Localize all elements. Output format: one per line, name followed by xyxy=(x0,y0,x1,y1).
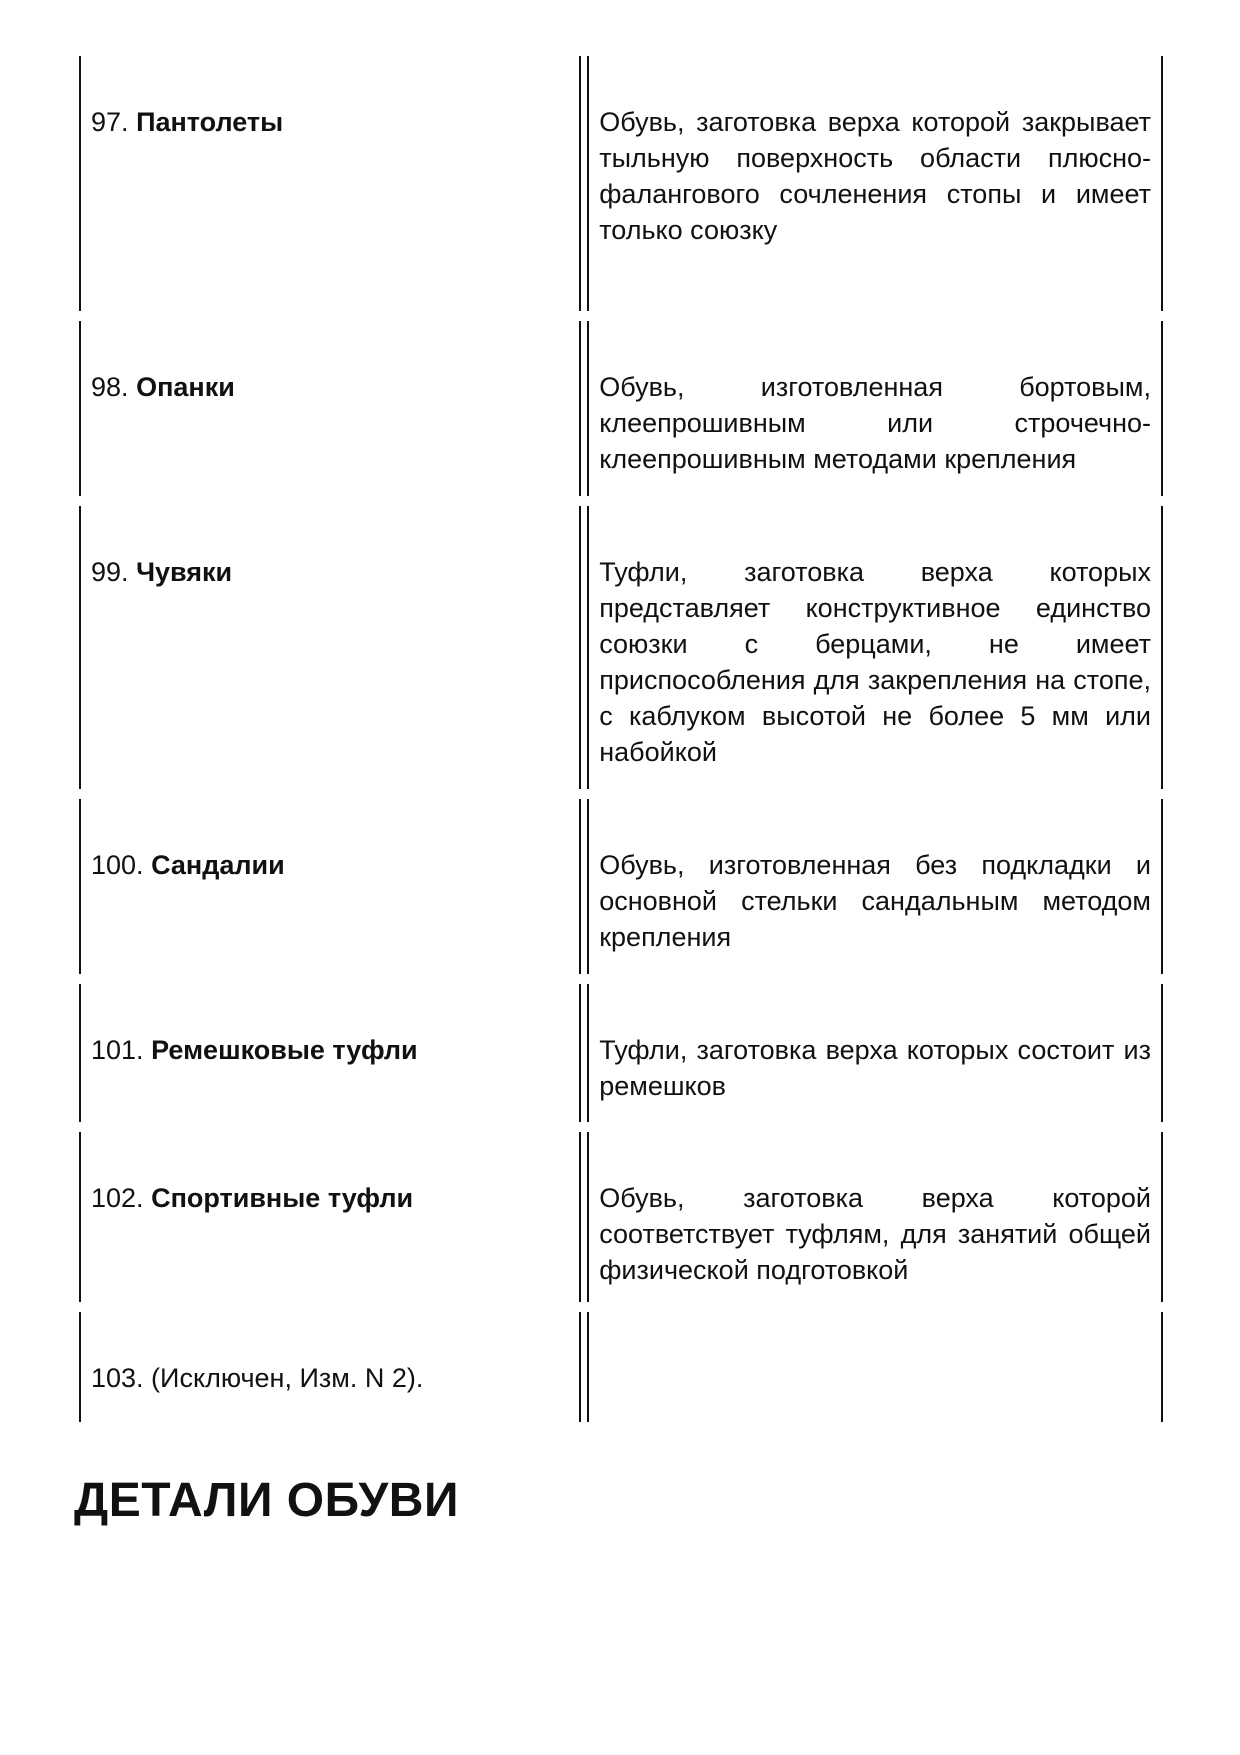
definition-cell: Обувь, изготовленная бортовым, клеепрошивным или строчечно-клеепрошивным методами крепления xyxy=(587,321,1163,496)
term-cell xyxy=(79,321,581,496)
term-number: 101. xyxy=(91,1035,144,1065)
definition-cell: Обувь, заготовка верха которой соответствует туфлям, для занятий общей физической подготовкой xyxy=(587,1132,1163,1302)
term-cell xyxy=(79,799,581,974)
term-name: Спортивные туфли xyxy=(151,1183,414,1213)
term-number: 97. xyxy=(91,107,129,137)
term-number: 99. xyxy=(91,557,129,587)
term-name: Пантолеты xyxy=(136,107,284,137)
term-name: Сандалии xyxy=(151,850,285,880)
table-row xyxy=(79,799,1163,974)
definition-cell: Обувь, изготовленная без подкладки и основной стельки сандальным методом крепления xyxy=(587,799,1163,974)
table-row xyxy=(79,984,1163,1122)
definition-cell xyxy=(587,1312,1163,1422)
term-name: Ремешковые туфли xyxy=(151,1035,418,1065)
table-row xyxy=(79,1132,1163,1302)
term-number: 102. xyxy=(91,1183,144,1213)
term-cell xyxy=(79,1312,581,1422)
definition-cell: Обувь, заготовка верха которой закрывает тыльную поверхность области плюсно-фалангового сочленения стопы и имеет только союзку xyxy=(587,56,1163,311)
term-cell xyxy=(79,984,581,1122)
table-row xyxy=(79,506,1163,789)
term-name: Чувяки xyxy=(136,557,233,587)
table-row xyxy=(79,1312,1163,1422)
term-cell xyxy=(79,56,581,311)
term-cell xyxy=(79,506,581,789)
term-name: Опанки xyxy=(136,372,235,402)
term-number: 98. xyxy=(91,372,129,402)
term-cell xyxy=(79,1132,581,1302)
table-row xyxy=(79,56,1163,311)
definition-cell: Туфли, заготовка верха которых состоит из ремешков xyxy=(587,984,1163,1122)
terms-table xyxy=(79,56,1163,1422)
term-number: 103. (Исключен, Изм. N 2). xyxy=(91,1363,424,1393)
section-title: ДЕТАЛИ ОБУВИ xyxy=(74,1474,459,1527)
definition-cell: Туфли, заготовка верха которых представляет конструктивное единство союзки с берцами, не имеет приспособления для закрепления на стопе, с каблуком высотой не более 5 мм или набойкой xyxy=(587,506,1163,789)
term-number: 100. xyxy=(91,850,144,880)
table-row xyxy=(79,321,1163,496)
